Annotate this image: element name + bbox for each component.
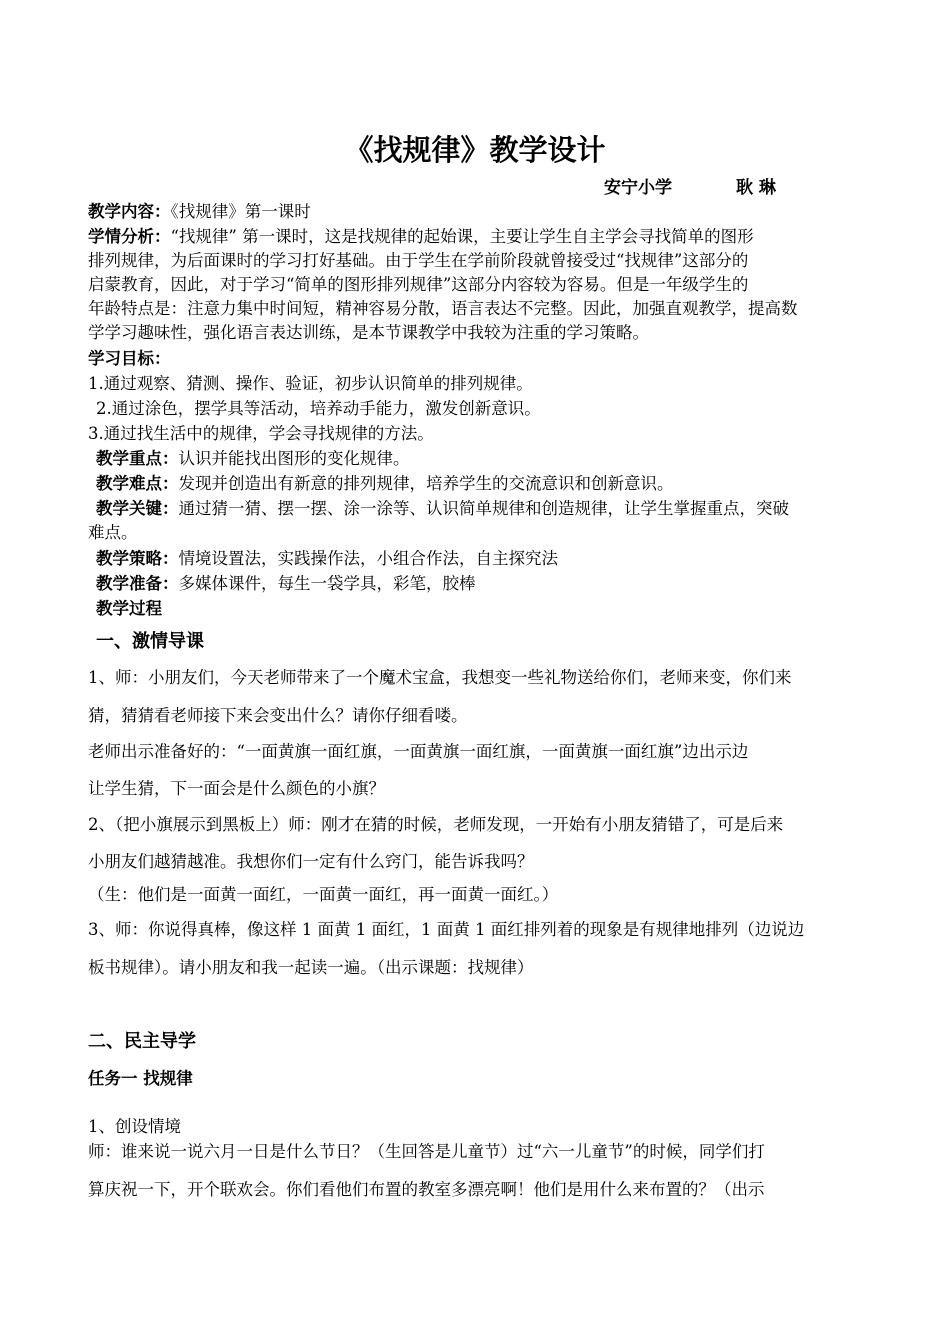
process-label: 教学过程	[96, 599, 162, 618]
teaching-key-text: 通过猜一猜、摆一摆、涂一涂等、认识简单规律和创造规律，让学生掌握重点，突破	[178, 499, 789, 518]
paragraph-line: 2、（把小旗展示到黑板上）师：刚才在猜的时候，老师发现，一开始有小朋友猜错了，可是后来	[88, 815, 784, 834]
analysis-line	[88, 226, 754, 248]
paragraph-line: 算庆祝一下，开个联欢会。你们看他们布置的教室多漂亮啊！他们是用什么来布置的？（出示	[88, 1180, 765, 1199]
school-name: 安宁小学	[604, 178, 672, 198]
preparation	[96, 573, 476, 595]
paragraph-line: 师：谁来说一说六月一日是什么节日？（生回答是儿童节）过“六一儿童节”的时候，同学们打	[88, 1142, 765, 1161]
analysis-line: 启蒙教育，因此，对于学习“简单的图形排列规律”这部分内容较为容易。但是一年级学生的	[88, 275, 749, 294]
teaching-content-text: 《找规律》第一课时	[170, 202, 311, 221]
goal-item: 1.通过观察、猜测、操作、验证，初步认识简单的排列规律。	[88, 374, 533, 393]
strategy-label: 教学策略：	[96, 549, 179, 568]
paragraph-line: （生：他们是一面黄一面红，一面黄一面红，再一面黄一面红。）	[88, 885, 559, 904]
preparation-label: 教学准备：	[96, 574, 179, 593]
analysis-text: “找规律” 第一课时，这是找规律的起始课，主要让学生自主学会寻找简单的图形	[170, 227, 754, 246]
difficulty	[96, 473, 674, 495]
analysis-line: 排列规律，为后面课时的学习打好基础。由于学生在学前阶段就曾接受过“找规律”这部分的	[88, 251, 749, 270]
difficulty-label: 教学难点：	[96, 474, 179, 493]
teaching-key-label: 教学关键：	[96, 499, 179, 518]
paragraph-line: 小朋友们越猜越准。我想你们一定有什么窍门，能告诉我吗？	[88, 852, 534, 871]
analysis-line: 年龄特点是：注意力集中时间短，精神容易分散，语言表达不完整。因此，加强直观教学，提高数	[88, 299, 798, 318]
teaching-content	[88, 201, 311, 223]
teaching-content-label: 教学内容：	[88, 202, 171, 221]
section-heading: 二、民主导学	[88, 1031, 196, 1052]
strategy-text: 情境设置法，实践操作法，小组合作法，自主探究法	[178, 549, 558, 568]
teaching-key-continued: 难点。	[88, 523, 138, 542]
difficulty-text: 发现并创造出有新意的排列规律，培养学生的交流意识和创新意识。	[178, 474, 674, 493]
paragraph-line: 3、师：你说得真棒，像这样 1 面黄 1 面红，1 面黄 1 面红排列着的现象是有规律地排列（边说边	[88, 920, 805, 939]
paragraph-line: 1、创设情境	[88, 1117, 181, 1136]
analysis-label: 学情分析：	[88, 227, 171, 246]
paragraph-line: 猜，猜猜看老师接下来会变出什么？请你仔细看喽。	[88, 706, 468, 725]
author-name: 耿 琳	[736, 178, 776, 198]
key-point-label: 教学重点：	[96, 449, 179, 468]
document-title: 《找规律》教学设计	[344, 133, 606, 167]
preparation-text: 多媒体课件，每生一袋学具，彩笔，胶棒	[178, 574, 476, 593]
key-point	[96, 448, 410, 470]
goals-label: 学习目标：	[88, 349, 171, 368]
goal-item: 3.通过找生活中的规律，学会寻找规律的方法。	[88, 424, 434, 443]
paragraph-line: 1、师：小朋友们，今天老师带来了一个魔术宝盒，我想变一些礼物送给你们，老师来变，你们来	[88, 668, 792, 687]
key-point-text: 认识并能找出图形的变化规律。	[178, 449, 410, 468]
goal-item: 2.通过涂色，摆学具等活动，培养动手能力，激发创新意识。	[96, 399, 541, 418]
task-heading: 任务一 找规律	[88, 1069, 193, 1088]
strategy	[96, 548, 558, 570]
paragraph-line: 让学生猜，下一面会是什么颜色的小旗？	[88, 779, 385, 798]
section-heading: 一、激情导课	[96, 631, 204, 652]
analysis-line: 学学习趣味性，强化语言表达训练，是本节课教学中我较为注重的学习策略。	[88, 323, 649, 342]
teaching-key	[96, 498, 789, 520]
paragraph-line: 老师出示准备好的：“一面黄旗一面红旗，一面黄旗一面红旗，一面黄旗一面红旗”边出示边	[88, 742, 749, 761]
paragraph-line: 板书规律）。请小朋友和我一起读一遍。（出示课题：找规律）	[88, 958, 534, 977]
